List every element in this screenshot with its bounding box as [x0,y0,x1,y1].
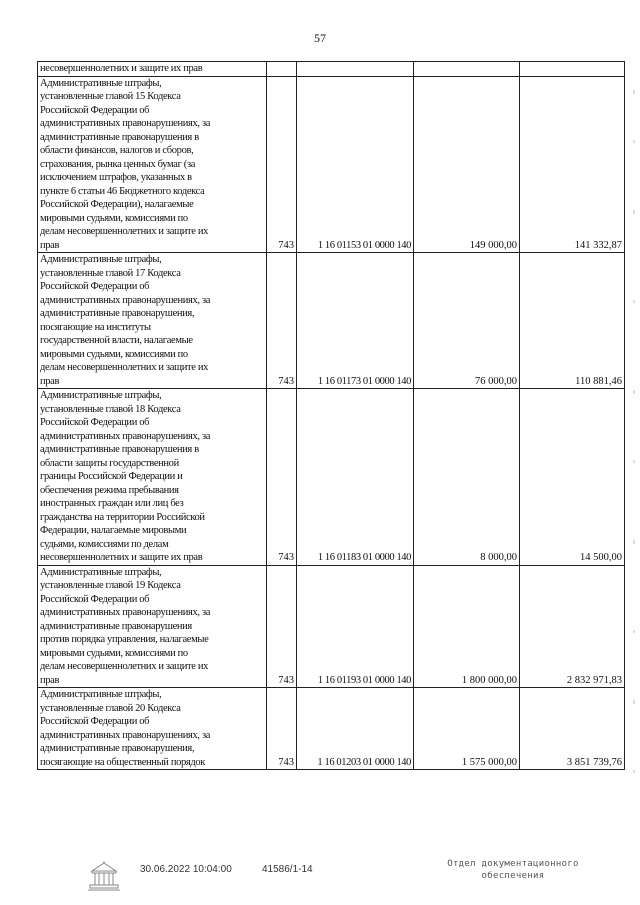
table-row [38,76,625,253]
row-description-cell: несовершеннолетних и защите их прав [38,62,267,77]
row-description-cell: Административные штрафы, установленные главой 19 Кодекса Российской Федерации об административных правонарушениях, за административные правонарушения против порядка управления, налагаемые мировыми судьями, комиссиями по делам несовершеннолетних и защите их прав [38,565,267,688]
table-row [38,253,625,389]
row-plan-amount-cell: 1 800 000,00 [414,565,520,688]
footer-department-stamp: Отдел документационного обеспечения [447,859,579,881]
row-description-cell: Административные штрафы, установленные главой 18 Кодекса Российской Федерации об административных правонарушениях, за административные правонарушения в области защиты государственной границы Российской Федерации и обеспечения режима пребывания иностранных граждан или лиц без гражданства на территории Российской Федерации, налагаемые мировыми судьями, комиссиями по делам несовершеннолетних и защите их прав [38,389,267,566]
row-plan-amount-cell [414,62,520,77]
row-admin-code-cell: 743 [267,76,297,253]
row-admin-code-cell: 743 [267,253,297,389]
row-plan-amount-cell: 149 000,00 [414,76,520,253]
row-admin-code-cell: 743 [267,565,297,688]
table-row [38,565,625,688]
page-number: 57 [314,31,326,45]
row-admin-code-cell: 743 [267,688,297,770]
row-admin-code-cell: 743 [267,389,297,566]
row-kbk-code-cell: 1 16 01193 01 0000 140 [297,565,414,688]
row-kbk-code-cell: 1 16 01183 01 0000 140 [297,389,414,566]
row-description-cell: Административные штрафы, установленные главой 15 Кодекса Российской Федерации об административных правонарушениях, за административные правонарушения в области финансов, налогов и сборов, страхования, рынка ценных бумаг (за исключением штрафов, указанных в пункте 6 статьи 46 Бюджетного кодекса Российской Федерации), налагаемые мировыми судьями, комиссиями по делам несовершеннолетних и защите их прав [38,76,267,253]
table-row [38,389,625,566]
scan-edge-marks-graphic [632,70,636,790]
duma-building-icon [86,860,122,899]
table-row [38,688,625,770]
row-actual-amount-cell: 141 332,87 [520,76,625,253]
row-kbk-code-cell [297,62,414,77]
row-description-cell: Административные штрафы, установленные главой 17 Кодекса Российской Федерации об административных правонарушениях, за административные правонарушения, посягающие на институты государственной власти, налагаемые мировыми судьями, комиссиями по делам несовершеннолетних и защите их прав [38,253,267,389]
footer-datetime: 30.06.2022 10:04:00 [140,864,232,875]
footer-document-number: 41586/1-14 [262,864,313,875]
duma-building-graphic [86,860,122,894]
row-kbk-code-cell: 1 16 01203 01 0000 140 [297,688,414,770]
row-kbk-code-cell: 1 16 01153 01 0000 140 [297,76,414,253]
row-actual-amount-cell [520,62,625,77]
row-kbk-code-cell: 1 16 01173 01 0000 140 [297,253,414,389]
row-admin-code-cell [267,62,297,77]
row-plan-amount-cell: 76 000,00 [414,253,520,389]
row-description-cell: Административные штрафы, установленные главой 20 Кодекса Российской Федерации об административных правонарушениях, за административные правонарушения, посягающие на общественный порядок [38,688,267,770]
table-row [38,62,625,77]
scan-edge-marks [632,70,636,790]
document-footer [0,858,640,905]
row-actual-amount-cell: 110 881,46 [520,253,625,389]
row-actual-amount-cell: 2 832 971,83 [520,565,625,688]
row-actual-amount-cell: 14 500,00 [520,389,625,566]
row-plan-amount-cell: 1 575 000,00 [414,688,520,770]
revenue-table [37,61,625,770]
row-actual-amount-cell: 3 851 739,76 [520,688,625,770]
row-plan-amount-cell: 8 000,00 [414,389,520,566]
